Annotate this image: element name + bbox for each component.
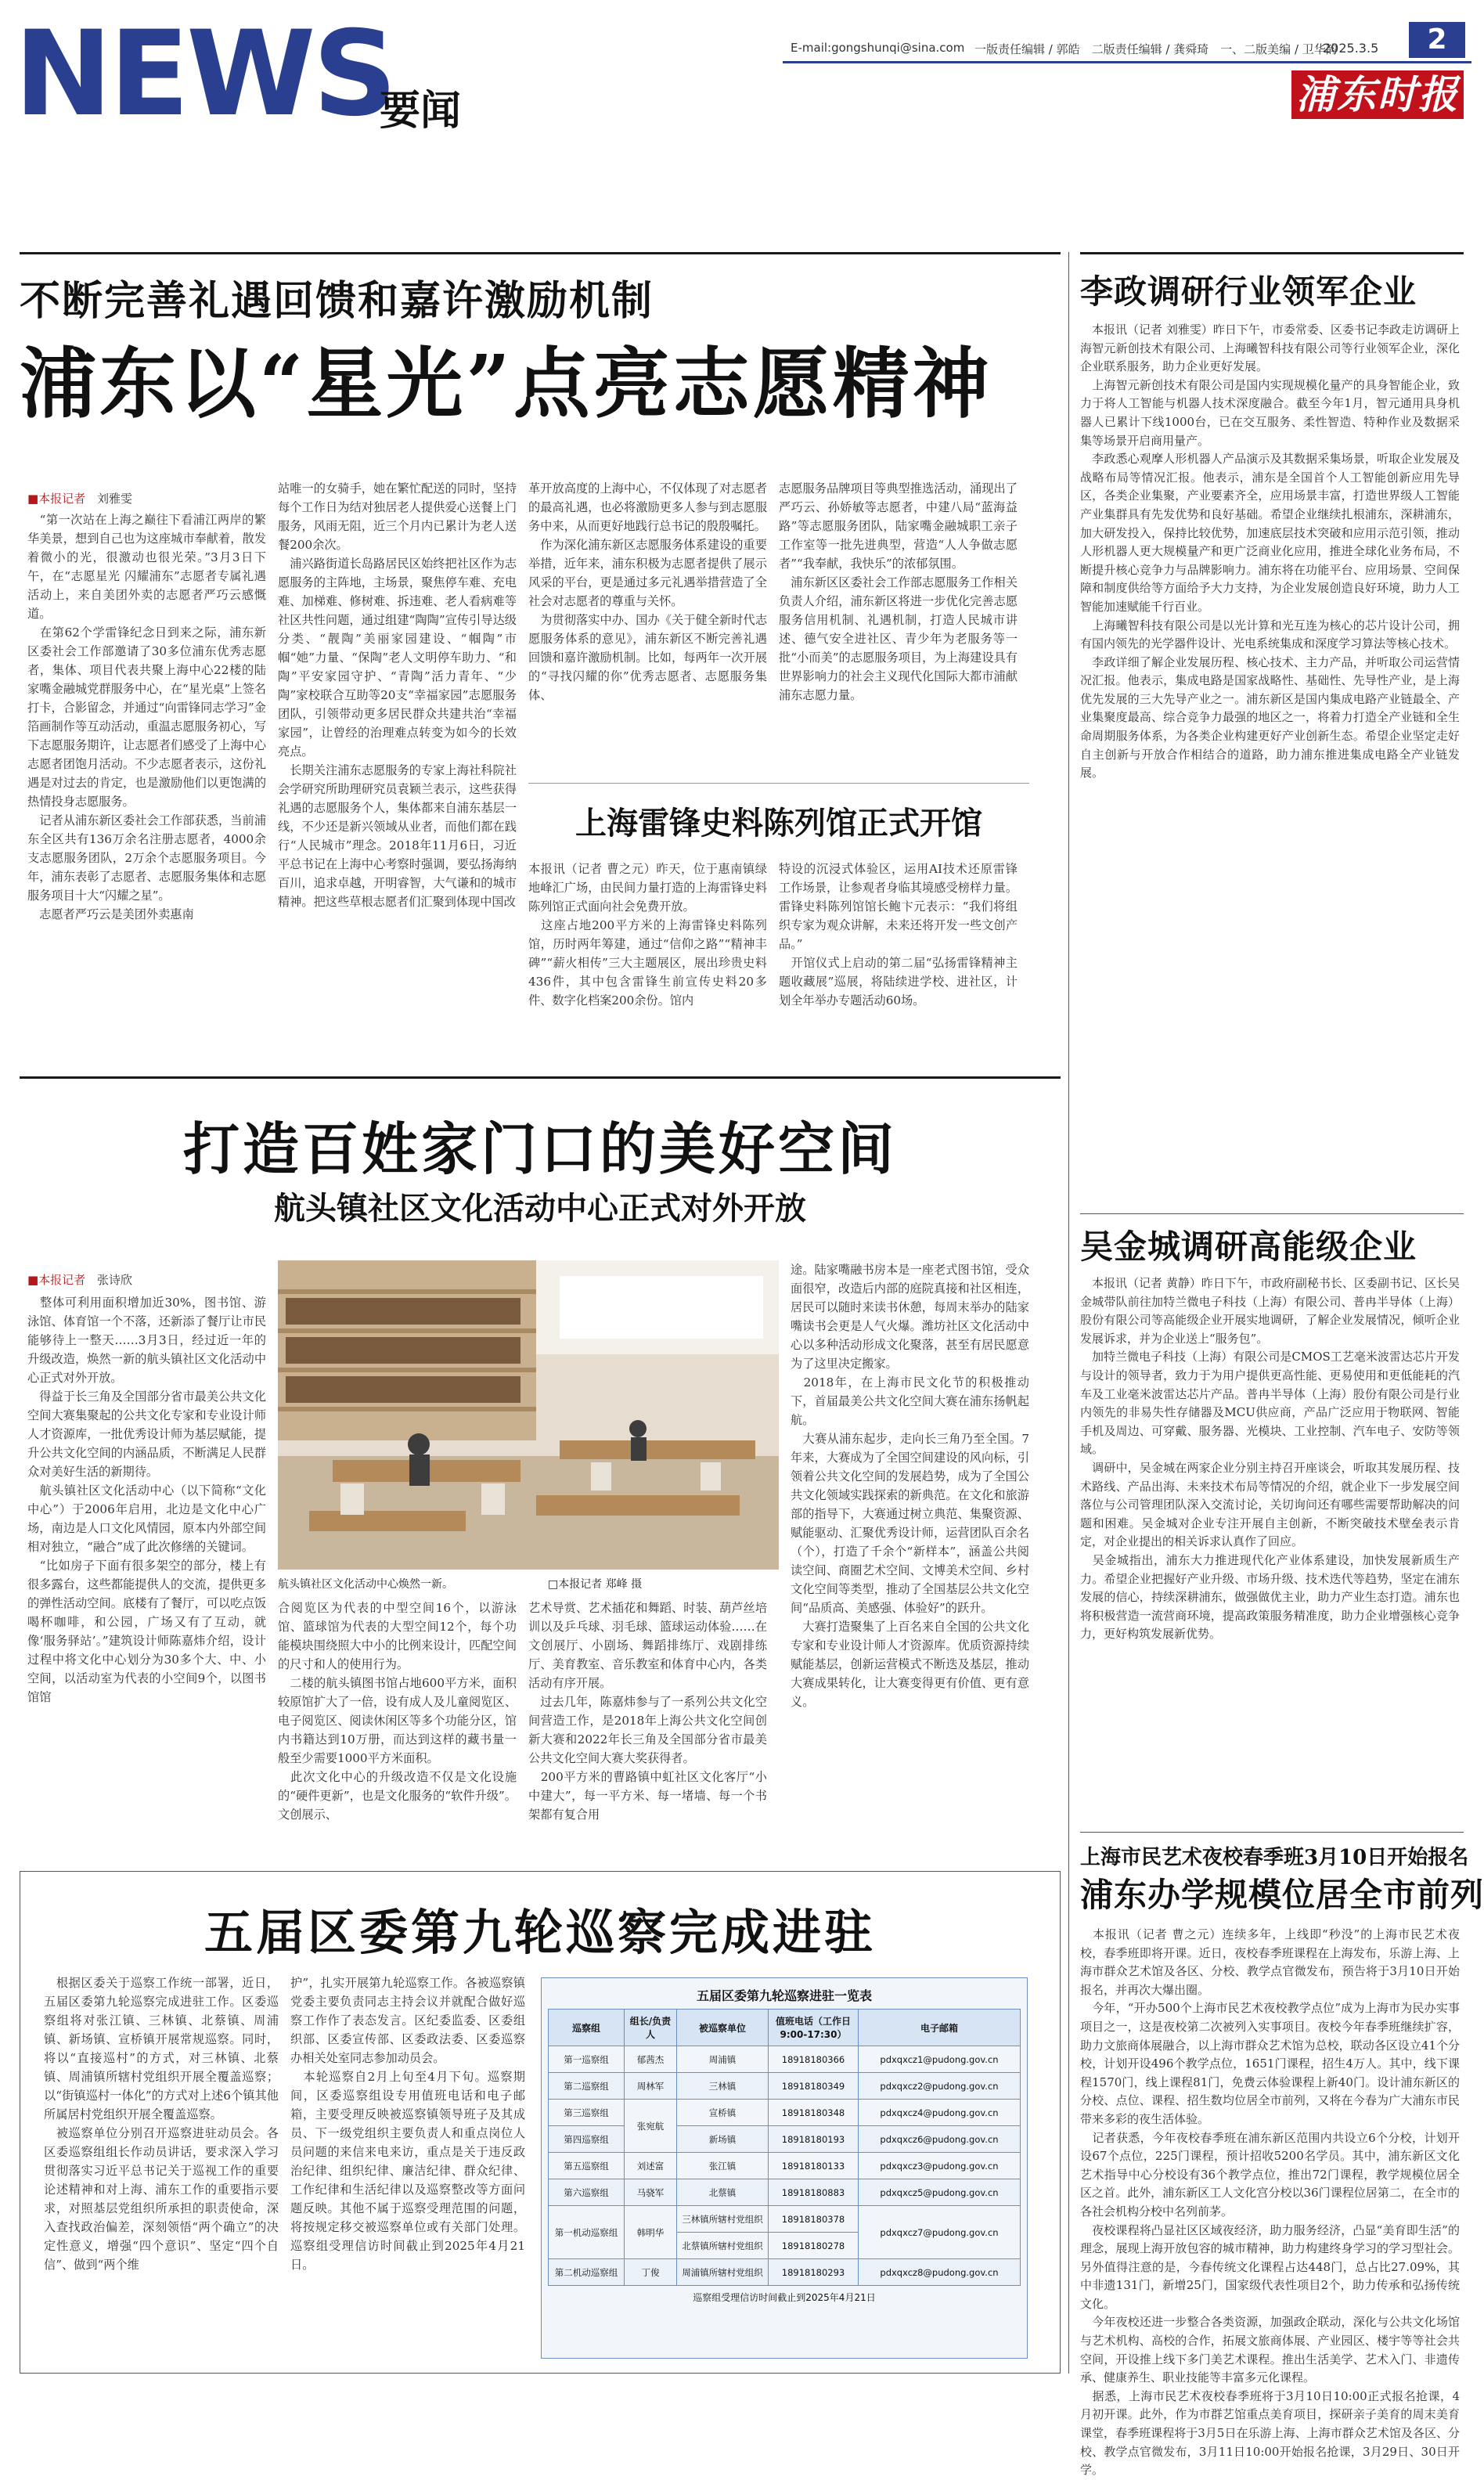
table-cell: 刘述富 <box>625 2153 677 2179</box>
table-cell: 18918180349 <box>769 2073 859 2100</box>
table-cell: pdxqxcz4@pudong.gov.cn <box>859 2100 1021 2126</box>
table-cell: 三林镇 <box>677 2073 769 2100</box>
photo-credit: □本报记者 郑峰 摄 <box>548 1578 643 1591</box>
table-cell: 张宛航 <box>625 2100 677 2153</box>
library-photo-illustration <box>278 1260 779 1570</box>
culture-left-col: 整体可利用面积增加近30%，图书馆、游泳馆、体育馆一个不落，还新添了餐厅让市民能够待上一整天……3月3日，经过近一年的升级改造，焕然一新的航头镇社区文化活动中心正式对外开放。 得益于长三角及全国部分省市最美公共文化空间大赛集聚起的公共文化专家和专业设计师人才资源库，一批优秀设计师为基层赋能，提升公共文化空间的内涵品质，不断满足人民群众对美好生活的新期待。 航头镇社区文化活动中心（以下简称“文化中心”）于2006年启用，北边是文化中心广场，南边是人口文化风情园，原本内外部空间相对独立，“融合”成了此次修缮的关键词。 “比如房子下面有很多架空的部分，楼上有很多露台，这些都能提供人的交流，提供更多的弹性活动空间。底楼有了餐厅，可以吃点饭喝杯咖啡，和公园，广场又有了互动，就像‘服务驿站’。”建筑设计师陈嘉炜介绍，设计过程中将文化中心划分为30多个大、中、小空间，以活动室为代表的小空间9个，以图书馆馆 <box>27 1296 266 1704</box>
sidebar-story3-text: 本报讯（记者 曹之元）连续多年，上线即“秒没”的上海市民艺术夜校，春季班即将开课。近日，夜校春季班课程在上海发布，乐游上海、上海市群众艺术馆及各区、分校、教学点官微发布，预告将于3月10日开始报名，并再次大爆出圈。 今年，“开办500个上海市民艺术夜校教学点位”成为上海市为民办实事项目之一，这是夜校第二次被列入实事项目。夜校今年春季班继续扩容，助力文旅商体展融合，以上海市群众艺术馆为总校，联动各区设立41个分校，计划开设496个教学点位，1651门课程，招生4万人。其中，线下课程1570门，线上课程81门，免费云体验课程上新40门。设计浦东新区的分校、点位、课程、招生数均位居全市前列，又将在今春为广大浦东市民带来多彩的夜生活体验。 记者获悉，今年夜校春季班在浦东新区范围内共设立6个分校，计划开设67个点位，225门课程，预计招收5200名学员。其中，浦东新区文化艺术指导中心分校设有36个教学点位，推出72门课程，教学规模位居全区之首。此外，浦东新区工人文化宫分校以36门课程位居第二，在全市的各社会机构分校中名列前茅。 夜校课程将凸显社区区域夜经济，助力服务经济，凸显“美育即生活”的理念，展现上海开放包容的城市精神，助力构建终身学习的学习型社会。另外值得注意的是，今春传统文化课程占达448门，总占比27.09%，其中非遗131门，新增25门，国家级代表性项目2个，助力传承和弘扬传统文化。 今年夜校还进一步整合各类资源，加强政企联动，深化与公共文化场馆与艺术机构、高校的合作，拓展文旅商体展、产业园区、楼宇等等社会共空间，开设推上线下多门美艺术课程。推出生活美学、艺术入门、非遗传承、健康养生、职业技能等丰富多元化课程。 据悉，上海市民艺术夜校春季班将于3月10日10:00正式报名抢课，4月初开课。此外，作为市群艺馆重点美育项目，探研亲子美育的周末美育课堂，春季班课程将于3月5日在乐游上海、上海市群众艺术馆及各区、分校、教学点官微发布，3月11日10:00开始报名抢课，3月29日、30日开学。 <box>1080 1927 1460 2478</box>
leifeng-col-2: 特设的沉浸式体验区，运用AI技术还原雷锋工作场景，让参观者身临其境感受榜样力量。雷锋史料陈列馆馆长鲍卞元表示：“我们将组织专家为观众讲解，未来还将开发一些文创产品。” 开馆仪式上启动的第二届“弘扬雷锋精神主题收藏展”巡展，将陆续进学校、进社区，计划全年举办专题活动60场。 <box>779 862 1018 1008</box>
culture-photo <box>278 1260 779 1570</box>
paper-name-logo: 浦东时报 <box>1291 70 1464 119</box>
sidebar-story3-rule <box>1080 1832 1464 1833</box>
sidebar-story2-text: 本报讯（记者 黄静）昨日下午，市政府副秘书长、区委副书记、区长吴金城带队前往加特兰微电子科技（上海）有限公司、普冉半导体（上海）股份有限公司等高能级企业开展实地调研，了解企业发展情况，倾听企业发展诉求，并为企业送上“服务包”。 加特兰微电子科技（上海）有限公司是CMOS工艺毫米波雷达芯片开发与设计的领导者，致力于为用户提供更高性能、更易使用和更低能耗的汽车及工业毫米波雷达芯片产品。普冉半导体（上海）股份有限公司是行业内领先的非易失性存储器及MCU供应商，产品广泛应用于物联网、智能手机及周边、可穿戴、服务器、光模块、工业控制、汽车电子、安防等领域。 调研中，吴金城在两家企业分别主持召开座谈会，听取其发展历程、技术路线、产品出海、未来技术布局等情况的介绍，就企业下一步发展空间落位与公司管理团队深入交流讨论，关切询问还有哪些需要帮助解决的问题和困难。吴金城对企业专注开展自主创新，不断突破技术壁垒表示肯定，对企业提出的相关诉求认真作了回应。 吴金城指出，浦东大力推进现代化产业体系建设，加快发展新质生产力。希望企业把握好产业升级、市场升级、技术迭代等趋势，坚定在浦东发展的信心，持续深耕浦东，做强做优主业，助力产业生态打造。浦东也将积极营造一流营商环境，提高政策服务精准度，助力企业增强核心竞争力，更好构筑发展新优势。 <box>1080 1276 1460 1642</box>
table-cell: pdxqxcz8@pudong.gov.cn <box>859 2259 1021 2286</box>
leifeng-headline: 上海雷锋史料陈列馆正式开馆 <box>575 805 982 842</box>
table-cell: pdxqxcz3@pudong.gov.cn <box>859 2153 1021 2179</box>
table-row <box>549 2259 1021 2286</box>
byline-label: ■本报记者 <box>27 492 86 506</box>
culture-byline <box>27 1271 132 1288</box>
inspection-table-note: 巡察组受理信访时间截止到2025年4月21日 <box>693 2292 876 2303</box>
table-cell: 北蔡镇所辖村党组织 <box>677 2233 769 2259</box>
leifeng-top-rule <box>528 783 1029 784</box>
table-cell: 第二巡察组 <box>549 2073 625 2100</box>
table-row <box>549 2100 1021 2126</box>
table-cell: 宣桥镇 <box>677 2100 769 2126</box>
table-header: 被巡察单位 <box>677 2010 769 2046</box>
inspection-col-2: 护”，扎实开展第九轮巡察工作。各被巡察镇党委主要负责同志主持会议并就配合做好巡察工作作了表态发言。区纪委监委、区委组织部、区委宣传部、区委政法委、区委巡察办相关处室同志参加动员会。 本轮巡察自2月上旬至4月下旬。巡察期间，区委巡察组设专用值班电话和电子邮箱，主要受理反映被巡察镇领导班子及其成员、下一级党组织主要负责人和重点岗位人员问题的来信来电来访，重点是关于违反政治纪律、组织纪律、廉洁纪律、群众纪律、工作纪律和生活纪律以及巡察整改等方面问题反映。其他不属于巡察受理范围的问题，将按规定移交被巡察单位或有关部门处理。巡察组受理信访时间截止到2025年4月21日。 <box>290 1976 525 2272</box>
lead-kicker: 不断完善礼遇回馈和嘉许激励机制 <box>20 277 654 325</box>
table-cell: pdxqxcz1@pudong.gov.cn <box>859 2046 1021 2073</box>
inspection-headline: 五届区委第九轮巡察完成进驻 <box>204 1904 876 1961</box>
culture-story <box>20 1080 1061 1863</box>
table-cell: pdxqxcz5@pudong.gov.cn <box>859 2179 1021 2206</box>
table-cell: pdxqxcz2@pudong.gov.cn <box>859 2073 1021 2100</box>
sidebar-story2-headline: 吴金城调研高能级企业 <box>1080 1227 1417 1266</box>
table-cell: 第三巡察组 <box>549 2100 625 2126</box>
editors-text: 一版责任编辑 / 郭皓 二版责任编辑 / 龚舜琦 一、二版美编 / 卫华韵 <box>974 42 1338 56</box>
sidebar-top-rule <box>1080 252 1464 254</box>
table-header: 电子邮箱 <box>859 2010 1021 2046</box>
lead-story <box>20 258 1061 1072</box>
sidebar-story3-headline: 浦东办学规模位居全市前列 <box>1080 1876 1484 1914</box>
lead-col-3: 革开放高度的上海中心，不仅体现了对志愿者的最高礼遇，也必将激励更多人参与到志愿服务中来，从而更好地践行总书记的殷殷嘱托。 作为深化浦东新区志愿服务体系建设的重要举措，近年来，浦东积极为志愿者提供了展示风采的平台，更是通过多元礼遇举措营造了全社会对志愿者的尊重与关怀。 为贯彻落实中办、国办《关于健全新时代志愿服务体系的意见》，浦东新区不断完善礼遇回馈和嘉许激励机制。比如，每两年一次开展的“寻找闪耀的你”优秀志愿者、志愿服务集体、 <box>528 481 767 702</box>
table-row <box>549 2179 1021 2206</box>
byline-label: ■本报记者 <box>27 1273 86 1287</box>
table-row <box>549 2073 1021 2100</box>
culture-top-rule <box>20 1076 1061 1079</box>
table-cell: 第五巡察组 <box>549 2153 625 2179</box>
table-cell: 马骁军 <box>625 2179 677 2206</box>
sidebar-divider <box>1068 252 1069 2374</box>
lead-col-2: 站唯一的女骑手，她在繁忙配送的同时，坚持每个工作日为结对独居老人提供爱心送餐上门服务，风雨无阻，近三个月内已累计为老人送餐200余次。 浦兴路街道长岛路居民区始终把社区作为志愿服务的主阵地，主场景，聚焦停车难、充电难、加梯难、修树难、拆违难、老人看病难等社区共性问题，通过组建“陶陶”宣传引导达级分类、“靓陶”美丽家园建设、“帼陶”市帼“她”力量、“保陶”老人文明停车助力、“和陶”平安家园守护、“青陶”活力青年、“少陶”家校联合互助等20支“幸福家园”志愿服务团队，引领带动更多居民群众共建共治“幸福家园”，让曾经的治理难点转变为如今的长效亮点。 长期关注浦东志愿服务的专家上海社科院社会学研究所助理研究员袁颖兰表示，这些获得礼遇的志愿服务个人，集体都来自浦东基层一线，不少还是新兴领域从业者，而他们都在践行“人民城市”理念。2018年11月6日，习近平总书记在上海中心考察时强调，要弘扬海纳百川，追求卓越，开明睿智，大气谦和的城市精神。把这些草根志愿者们汇聚到体现中国改 <box>278 481 517 909</box>
culture-headline: 打造百姓家门口的美好空间 <box>182 1116 897 1182</box>
table-row <box>549 2206 1021 2233</box>
table-cell: 18918180293 <box>769 2259 859 2286</box>
table-cell: 18918180366 <box>769 2046 859 2073</box>
culture-subhead: 航头镇社区文化活动中心正式对外开放 <box>274 1190 806 1227</box>
table-cell: 第一机动巡察组 <box>549 2206 625 2259</box>
table-cell: 18918180278 <box>769 2233 859 2259</box>
lead-headline: 浦东以“星光”点亮志愿精神 <box>20 339 992 429</box>
table-cell: 18918180883 <box>769 2179 859 2206</box>
table-row <box>549 2126 1021 2153</box>
table-cell: pdxqxcz6@pudong.gov.cn <box>859 2126 1021 2153</box>
email-text: E-mail:gongshunqi@sina.com <box>791 41 965 55</box>
table-row <box>549 2153 1021 2179</box>
inspection-table-panel <box>541 1977 1028 2359</box>
inspection-table-title: 五届区委第九轮巡察进驻一览表 <box>696 1988 872 2003</box>
culture-right-col: 途。陆家嘴融书房本是一座老式图书馆，受众面很窄，改造后内部的庭院真接和社区相连，居民可以随时来读书休憩，每周末举办的陆家嘴读书会更是人气火爆。潍坊社区文化活动中心以多种活动形成文化聚落，甚至有居民愿意为了这里决定搬家。 2018年，在上海市民文化节的积极推动下，首届最美公共文化空间大赛在浦东扬帆起航。 大赛从浦东起步，走向长三角乃至全国。7年来，大赛成为了全国空间建设的风向标，引领着公共文化空间的发展趋势，成为了全国公共文化领域实践探索的新典范。在文化和旅游部的指导下，大赛通过树立典范、集聚资源、赋能驱动、汇聚优秀设计师，运营团队百余名（个），打造了千余个“新样本”，涵盖公共阅读空间、商圈艺术空间、文博美术空间、乡村文化空间等类型，推动了全国基层公共文化空间“品质高、美感强、体验好”的跃升。 大赛打造聚集了上百名来自全国的公共文化专家和专业设计师人才资源库。优质资源持续赋能基层，创新运营模式不断迭及基层，推动大赛成果转化，让大赛变得更有价值、更有意义。 <box>791 1263 1029 1709</box>
inspection-col-1: 根据区委关于巡察工作统一部署，近日，五届区委第九轮巡察完成进驻工作。区委巡察组将对张江镇、三林镇、北蔡镇、周浦镇、新场镇、宣桥镇开展常规巡察。同时，将以“直接巡村”的方式，对三林镇、北蔡镇、周浦镇所辖村党组织开展全覆盖巡察；以“街镇巡村一体化”的方式对上述6个镇其他所属居村党组织开展全覆盖巡察。 被巡察单位分别召开巡察进驻动员会。各区委巡察组组长作动员讲话，要求深入学习贯彻落实习近平总书记关于巡视工作的重要论述精神和对上海、浦东工作的重要指示要求，对照基层党组织所承担的职责使命，深入查找政治偏差，深刻领悟“两个确立”的决定性意义，增强“四个意识”、坚定“四个自信”、做到“两个维 <box>44 1976 279 2272</box>
table-row <box>549 2046 1021 2073</box>
news-wordmark: NEWS <box>14 6 394 142</box>
table-cell: 18918180133 <box>769 2153 859 2179</box>
culture-mid-col-1: 合阅览区为代表的中型空间16个，以游泳馆、篮球馆为代表的大型空间12个，每个功能模块围绕照大中小的比例来设计，匹配空间的尺寸和人的使用行为。 二楼的航头镇图书馆占地600平方米，面积较原馆扩大了一倍，设有成人及儿童阅览区、电子阅览区、阅读休闲区等多个功能分区，馆内书籍达到10万册，而达到这样的藏书量一般至少需要1000平方米面积。 此次文化中心的升级改造不仅是文化设施的“硬件更新”，也是文化服务的“软件升级”。文创展示、 <box>278 1601 517 1822</box>
table-cell: 张江镇 <box>677 2153 769 2179</box>
table-cell: pdxqxcz7@pudong.gov.cn <box>859 2206 1021 2259</box>
leifeng-col-1: 本报讯（记者 曹之元）昨天，位于惠南镇绿地峰汇广场，由民间力量打造的上海雷锋史料陈列馆正式面向社会免费开放。 这座占地200平方米的上海雷锋史料陈列馆，历时两年筹建，通过“信仰之路”“精神丰碑”“薪火相传”三大主题展区，展出珍贵史料436件，其中包含雷锋生前宣传史料20多件、数字化档案200余份。馆内 <box>528 862 767 1008</box>
byline-name: 张诗欣 <box>96 1273 132 1287</box>
inspection-table <box>548 2009 1021 2286</box>
section-title: 要闻 <box>380 88 462 135</box>
table-cell: 韩明华 <box>625 2206 677 2259</box>
table-header: 值班电话（工作日9:00-17:30） <box>769 2010 859 2046</box>
sidebar-story3-kicker: 上海市民艺术夜校春季班3月10日开始报名 <box>1080 1846 1469 1869</box>
page-number: 2 <box>1409 22 1465 58</box>
culture-mid-col-2: 艺术导赏、艺术插花和舞蹈、时装、葫芦丝培训以及乒乓球、羽毛球、篮球运动体验……在文创展厅、小剧场、舞蹈排练厅、戏剧排练厅、美育教室、音乐教室和体育中心内，各类活动有序开展。 过去几年，陈嘉炜参与了一系列公共文化空间营造工作，是2018年上海公共文化空间创新大赛和2022年长三角及全国部分省市最美公共文化空间大赛大奖获得者。 200平方米的曹路镇中虹社区文化客厅“小中建大”，每一平方米、每一堵墙、每一个书架都有复合用 <box>528 1601 767 1822</box>
masthead-rule <box>20 252 1061 254</box>
lead-byline <box>27 490 132 506</box>
sidebar-story2-rule <box>1080 1213 1464 1214</box>
byline-name: 刘雅雯 <box>96 492 132 506</box>
table-cell: 第二机动巡察组 <box>549 2259 625 2286</box>
table-header: 组长/负责人 <box>625 2010 677 2046</box>
table-cell: 新场镇 <box>677 2126 769 2153</box>
table-cell: 周浦镇所辖村党组织 <box>677 2259 769 2286</box>
sidebar <box>1080 252 1484 2478</box>
sidebar-story1-text: 本报讯（记者 刘雅雯）昨日下午，市委常委、区委书记李政走访调研上海智元新创技术有限公司、上海曦智科技有限公司等行业领军企业，深化企业联系服务，助力企业更好发展。 上海智元新创技术有限公司是国内实现规模化量产的具身智能企业，致力于将人工智能与机器人技术深度融合。截至今年1月，智元通用具身机器人已累计下线1000台，已在交互服务、柔性智造、特种作业及数据采集等场景开启商用量产。 李政悉心观摩人形机器人产品演示及其数据采集场景，听取企业发展及战略布局等情况汇报。他表示，浦东是全国首个人工智能创新应用先导区，各类企业集聚，产业要素齐全，应用场景丰富，打造世界级人工智能产业集群具有先发优势和良好基础。希望企业继续扎根浦东，深耕浦东，加大研发投入，保持比较优势，加速底层技术突破和应用示范引领，推动人形机器人更大规模量产和更广泛商业化应用，推进全球化业务布局，不断提升核心竞争力与品牌影响力。浦东将在功能平台、应用场景、空间保障和制度供给等方面给予大力支持，为企业发展创造良好环境，助力人工智能加速赋能千行百业。 上海曦智科技有限公司是以光计算和光互连为核心的芯片设计公司，拥有国内领先的光学器件设计、光电系统集成和深度学习算法等核心技术。 李政详细了解企业发展历程、核心技术、主力产品，并听取公司运营情况汇报。他表示，集成电路是国家战略性、基础性、先导性产业，是上海优先发展的三大先导产业之一。浦东新区是国内集成电路产业链最全、产业集聚度最高、综合竞争力最强的地区之一，将着力打造全产业链和全生命周期服务体系，为各类企业构建更好产业创新生态。希望企业坚定走好自主创新与开放合作相结合的道路，助力浦东推进集成电路全产业链发展。 <box>1080 323 1460 780</box>
table-cell: 周浦镇 <box>677 2046 769 2073</box>
table-cell: 第一巡察组 <box>549 2046 625 2073</box>
table-cell: 丁俊 <box>625 2259 677 2286</box>
masthead <box>0 0 1479 142</box>
table-cell: 18918180378 <box>769 2206 859 2233</box>
photo-caption: 航头镇社区文化活动中心焕然一新。 <box>278 1578 453 1591</box>
table-cell: 三林镇所辖村党组织 <box>677 2206 769 2233</box>
lead-col-1: “第一次站在上海之巅往下看浦江两岸的繁华美景，想到自己也为这座城市奉献着，散发着微小的光，很激动也很光荣。”3月3日下午，在“志愿星光 闪耀浦东”志愿者专属礼遇活动上，来自美团外卖的志愿者严巧云感慨道。 在第62个学雷锋纪念日到来之际，浦东新区委社会工作部邀请了30多位浦东优秀志愿者，集体、项目代表共聚上海中心22楼的陆家嘴金融城党群服务中心，在“星光桌”上签名打卡，合影留念，并通过“向雷锋同志学习”金箔画制作等互动活动，重温志愿服务初心，写下志愿服务期许，让志愿者们感受了上海中心志愿者团饱月活动。不少志愿者表示，这份礼遇是对过去的肯定，也是激励他们以更饱满的热情投身志愿服务。 记者从浦东新区委社会工作部获悉，当前浦东全区共有136万余名注册志愿者，4000余支志愿服务团队，2万余个志愿服务项目。今年，浦东表彰了志愿者、志愿服务集体和志愿服务项目十大“闪耀之星”。 志愿者严巧云是美团外卖惠南 <box>27 513 266 921</box>
table-cell: 第四巡察组 <box>549 2126 625 2153</box>
table-cell: 郁茜杰 <box>625 2046 677 2073</box>
table-cell: 第六巡察组 <box>549 2179 625 2206</box>
table-header: 巡察组 <box>549 2010 625 2046</box>
table-cell: 18918180348 <box>769 2100 859 2126</box>
table-cell: 北蔡镇 <box>677 2179 769 2206</box>
sidebar-story1-headline: 李政调研行业领军企业 <box>1080 272 1417 311</box>
issue-date: 2025.3.5 <box>1323 41 1379 56</box>
table-cell: 18918180193 <box>769 2126 859 2153</box>
lead-col-4: 志愿服务品牌项目等典型推选活动，涌现出了严巧云、孙娇敏等志愿者，中建八局“蓝海益路”等志愿服务团队，陆家嘴金融城职工亲子工作室等一批先进典型，营造“人人争做志愿者”“我奉献，我快乐”的浓郁氛围。 浦东新区区委社会工作部志愿服务工作相关负责人介绍，浦东新区将进一步优化完善志愿服务信用机制、礼遇机制，打造人民城市讲述、德气安全进社区、青少年为老服务等一批“小而美”的志愿服务项目，为上海建设具有世界影响力的社会主义现代化国际大都市浦献浦东志愿力量。 <box>779 481 1018 702</box>
table-cell: 周林军 <box>625 2073 677 2100</box>
inspection-box <box>20 1871 1061 2374</box>
masthead-underline <box>783 61 1471 63</box>
